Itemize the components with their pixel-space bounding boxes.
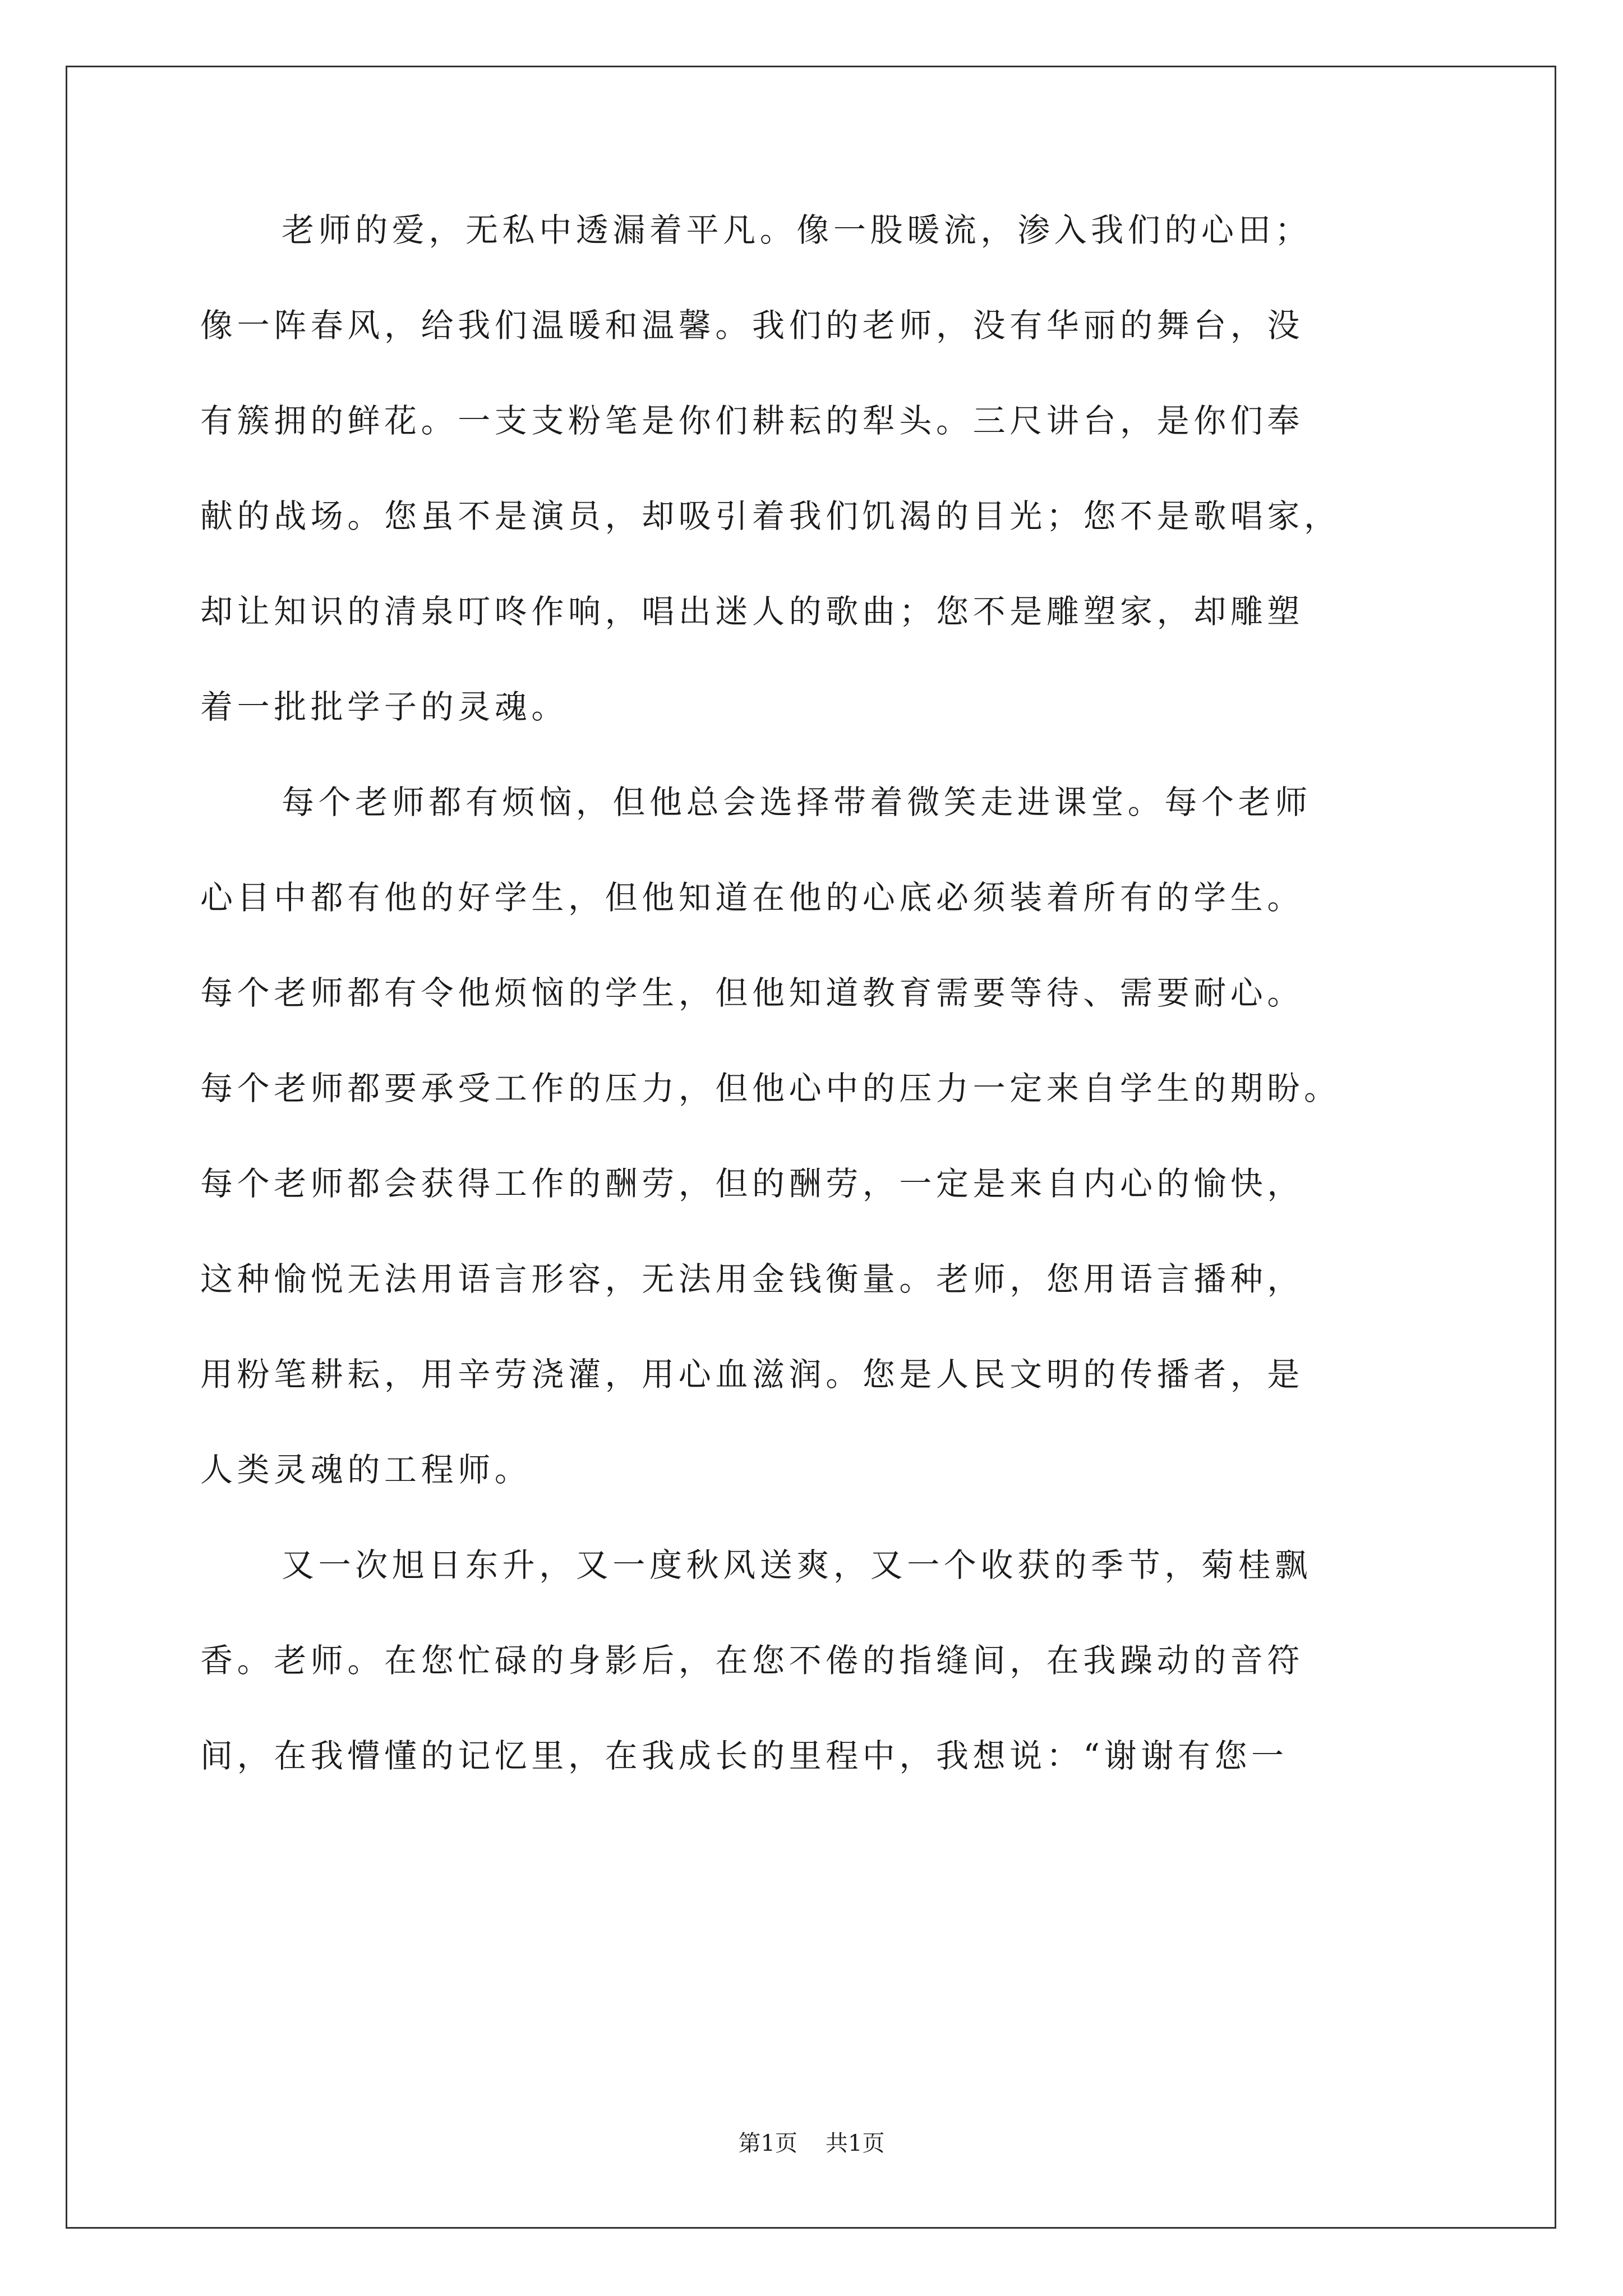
text-line: 老师的爱，无私中透漏着平凡。像一股暖流，渗入我们的心田； [282,211,1312,249]
text-line: 每个老师都有令他烦恼的学生，但他知道教育需要等待、需要耐心。 [200,974,1304,1012]
text-line: 心目中都有他的好学生，但他知道在他的心底必须装着所有的学生。 [200,878,1304,917]
text-line: 又一次旭日东升，又一度秋风送爽，又一个收获的季节，菊桂飘 [282,1546,1312,1584]
page-number: 第1页 [738,2131,797,2156]
text-line: 香。老师。在您忙碌的身影后，在您不倦的指缝间，在我躁动的音符 [200,1641,1304,1680]
text-line: 人类灵魂的工程师。 [200,1451,532,1489]
text-line: 却让知识的清泉叮咚作响，唱出迷人的歌曲；您不是雕塑家，却雕塑 [200,592,1304,631]
text-line: 着一批批学子的灵魂。 [200,688,569,726]
text-line: 每个老师都会获得工作的酬劳，但的酬劳，一定是来自内心的愉快， [200,1165,1304,1203]
text-line: 每个老师都有烦恼，但他总会选择带着微笑走进课堂。每个老师 [282,783,1312,821]
page-footer [0,2129,1623,2157]
text-line: 间，在我懵懂的记忆里，在我成长的里程中，我想说：“谢谢有您一 [200,1737,1288,1775]
page-total: 共1页 [826,2131,885,2156]
text-line: 每个老师都要承受工作的压力，但他心中的压力一定来自学生的期盼。 [200,1069,1341,1107]
text-line: 有簇拥的鲜花。一支支粉笔是你们耕耘的犁头。三尺讲台，是你们奉 [200,402,1304,440]
text-line: 像一阵春风，给我们温暖和温馨。我们的老师，没有华丽的舞台，没 [200,306,1304,344]
text-line: 这种愉悦无法用语言形容，无法用金钱衡量。老师，您用语言播种， [200,1260,1304,1298]
text-line: 献的战场。您虽不是演员，却吸引着我们饥渴的目光；您不是歌唱家， [200,497,1341,535]
document-body [200,199,1423,1820]
text-line: 用粉笔耕耘，用辛劳浇灌，用心血滋润。您是人民文明的传播者，是 [200,1355,1304,1393]
